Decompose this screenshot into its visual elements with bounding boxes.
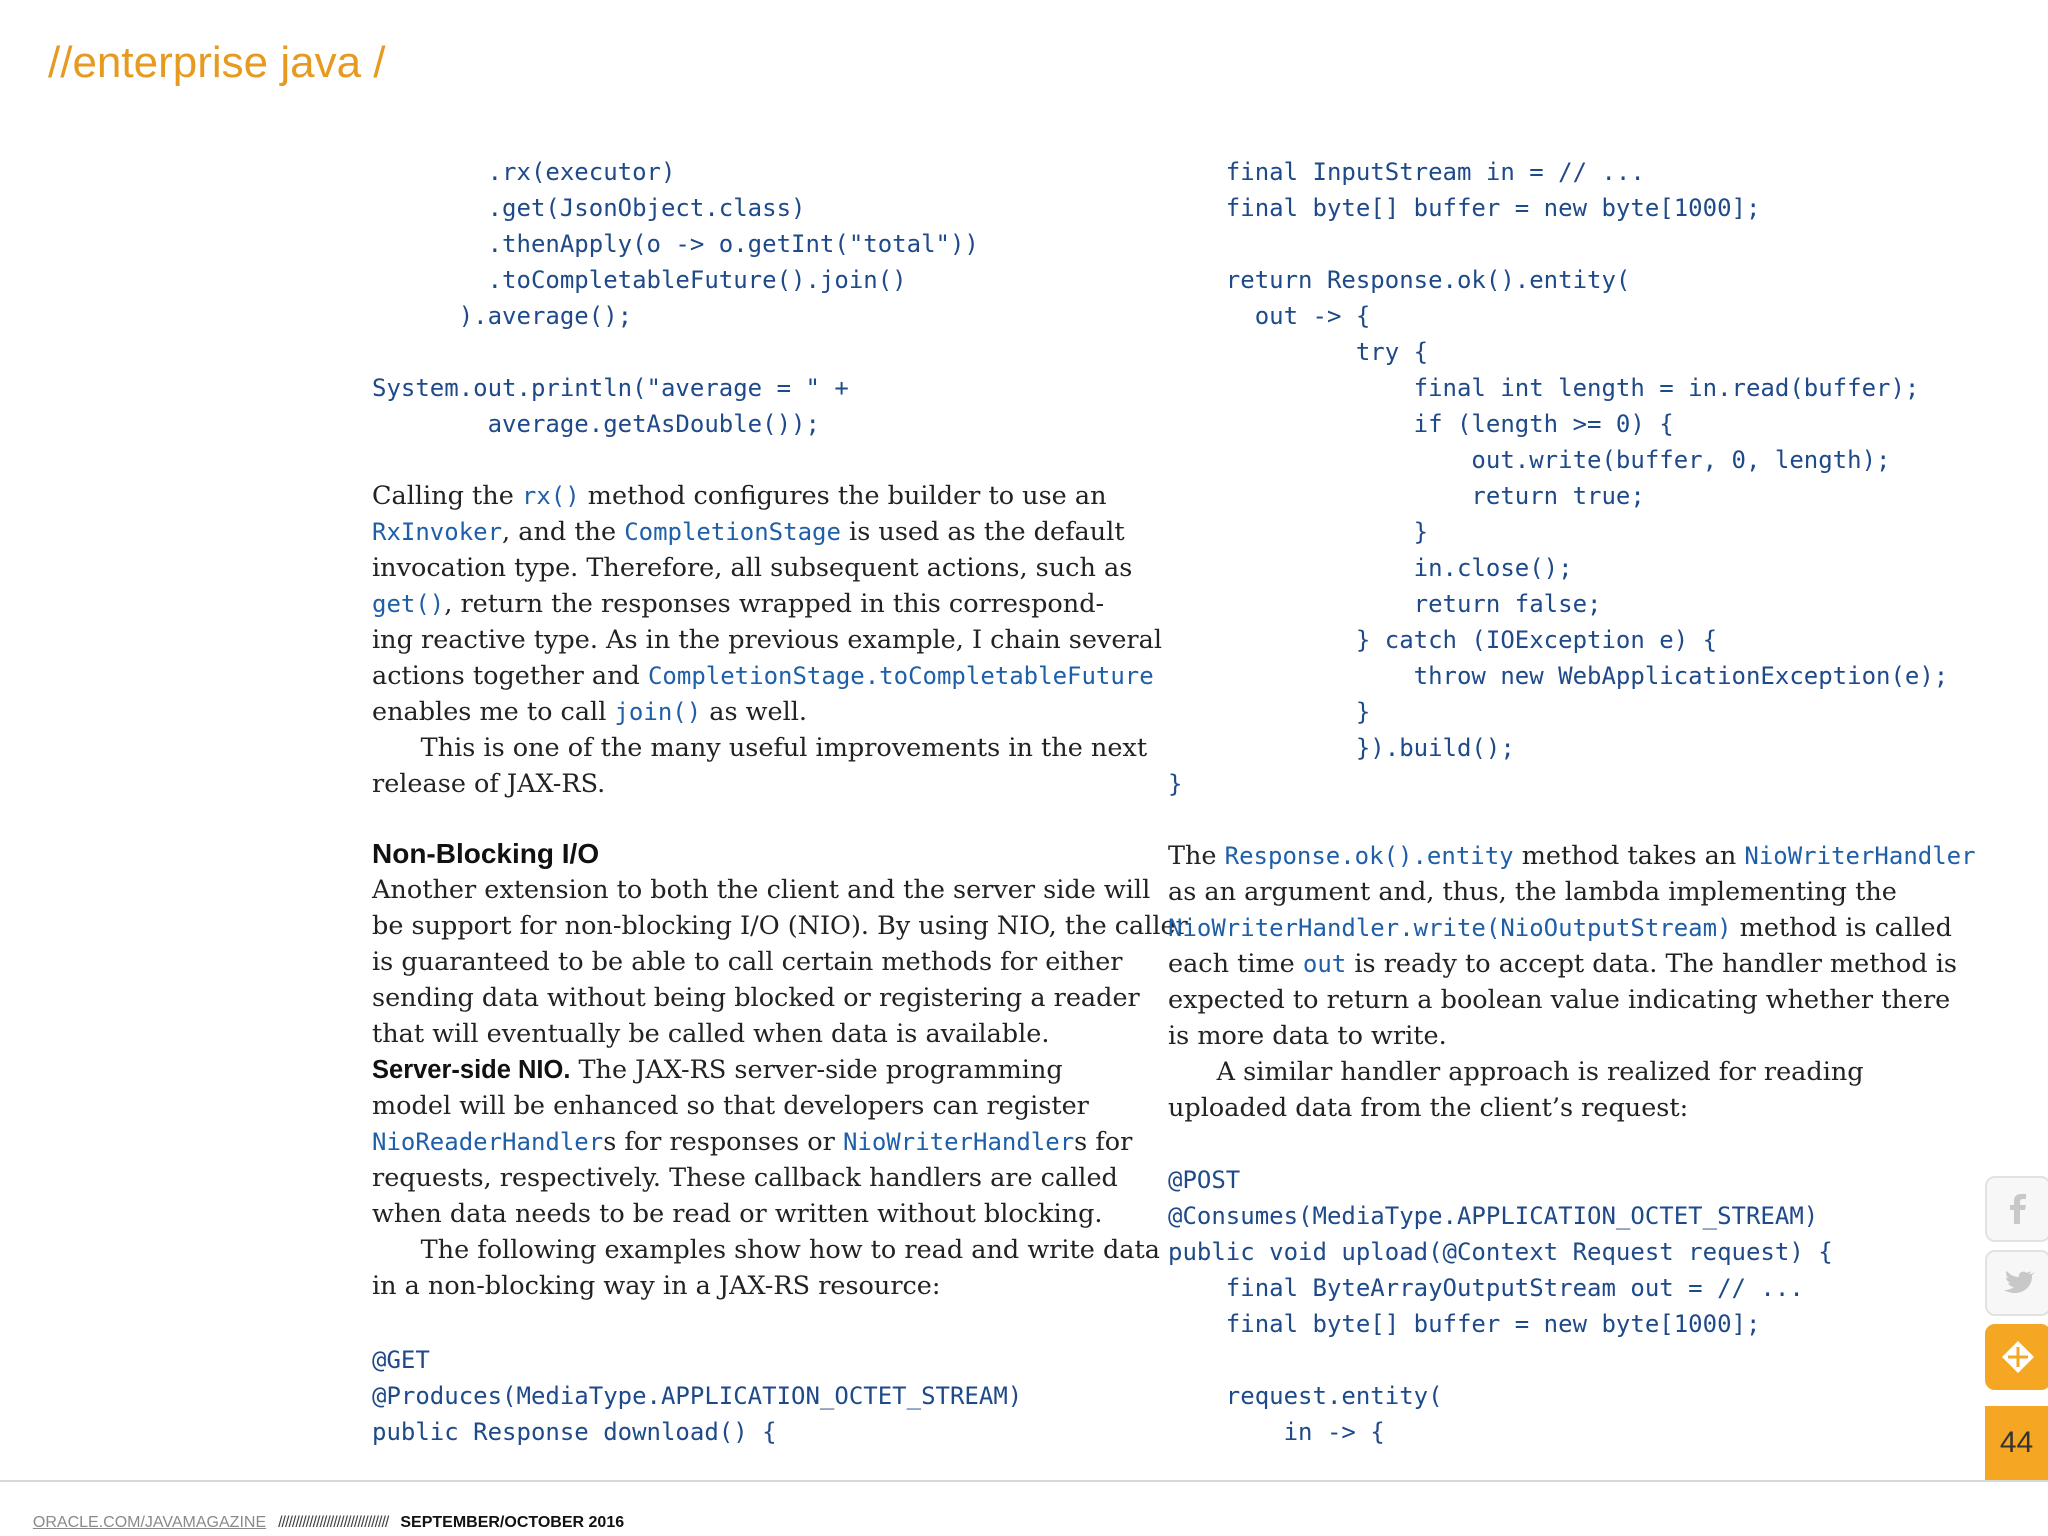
footer-issue: SEPTEMBER/OCTOBER 2016 — [400, 1514, 625, 1531]
text-line — [372, 622, 1162, 658]
facebook-share-button[interactable] — [1985, 1176, 2048, 1242]
text-run: s for — [1074, 1127, 1133, 1157]
inline-code: NioWriterHandler.write(NioOutputStream) — [1168, 914, 1732, 942]
code-line: in -> { — [1168, 1418, 1385, 1446]
text-line — [372, 1268, 940, 1304]
code-line: if (length >= 0) { — [1168, 410, 1674, 438]
text-line — [372, 1016, 1049, 1052]
code-line: } — [1168, 770, 1183, 798]
footer — [24, 1496, 624, 1532]
inline-code: NioWriterHandler — [842, 1128, 1075, 1156]
code-line: .toCompletableFuture().join() — [372, 266, 907, 294]
text-run: be support for non-blocking I/O (NIO). By using NIO, the caller — [372, 911, 1188, 941]
text-run: is guaranteed to be able to call certain methods for either — [372, 947, 1123, 977]
code-line: public void upload(@Context Request request) { — [1168, 1238, 1833, 1266]
twitter-icon — [1999, 1264, 2037, 1302]
code-line: final byte[] buffer = new byte[1000]; — [1168, 1310, 1761, 1338]
text-run: s for responses or — [603, 1127, 843, 1157]
text-line — [372, 1196, 1103, 1232]
text-line — [372, 1052, 1063, 1088]
code-line: out -> { — [1168, 302, 1371, 330]
code-line: request.entity( — [1168, 1382, 1443, 1410]
code-line: final ByteArrayOutputStream out = // ... — [1168, 1274, 1804, 1302]
code-line: } — [1168, 518, 1429, 546]
inline-code: RxInvoker — [372, 518, 503, 546]
inline-code: rx() — [521, 482, 580, 510]
text-run: method takes an — [1513, 841, 1745, 871]
code-line: .rx(executor) — [372, 158, 676, 186]
code-line: @Consumes(MediaType.APPLICATION_OCTET_STREAM) — [1168, 1202, 1819, 1230]
code-line: @POST — [1168, 1166, 1241, 1194]
text-run: , return the responses wrapped in this correspond- — [444, 589, 1105, 619]
text-line — [1168, 1018, 1447, 1054]
text-line — [372, 478, 1107, 514]
footer-site-link[interactable]: ORACLE.COM/JAVAMAGAZINE — [32, 1514, 267, 1531]
text-run: is used as the default — [840, 517, 1125, 547]
inline-code: join() — [614, 698, 702, 726]
text-run: expected to return a boolean value indicating whether there — [1168, 985, 1951, 1015]
text-run: actions together and — [372, 661, 648, 691]
text-line — [372, 658, 1154, 694]
inline-code: CompletionStage — [624, 518, 841, 546]
inline-code: NioWriterHandler — [1744, 842, 1976, 870]
code-line: System.out.println("average = " + — [372, 374, 849, 402]
section-header: //enterprise java / — [48, 38, 386, 87]
text-run: is more data to write. — [1168, 1021, 1447, 1051]
text-run: sending data without being blocked or registering a reader — [372, 983, 1140, 1013]
code-line: .get(JsonObject.class) — [372, 194, 806, 222]
facebook-icon — [1999, 1190, 2037, 1228]
inline-code: CompletionStage.toCompletableFuture — [647, 662, 1154, 690]
inline-code: NioReaderHandler — [372, 1128, 604, 1156]
code-line: } catch (IOException e) { — [1168, 626, 1718, 654]
text-line — [1168, 838, 1976, 874]
text-run: Another extension to both the client and the server side will — [372, 875, 1151, 905]
page-number: 44 — [1985, 1406, 2048, 1480]
section-heading: Non-Blocking I/O — [372, 838, 600, 869]
text-run: requests, respectively. These callback handlers are called — [372, 1163, 1118, 1193]
text-run: as an argument and, thus, the lambda implementing the — [1168, 877, 1897, 907]
text-run: ing reactive type. As in the previous example, I chain several — [372, 625, 1162, 655]
code-line: throw new WebApplicationException(e); — [1168, 662, 1949, 690]
code-line: public Response download() { — [372, 1418, 777, 1446]
code-line: .thenApply(o -> o.getInt("total")) — [372, 230, 979, 258]
text-run: The JAX-RS server-side programming — [570, 1055, 1063, 1085]
code-line: final byte[] buffer = new byte[1000]; — [1168, 194, 1761, 222]
text-run: method configures the builder to use an — [579, 481, 1107, 511]
inline-code: Response.ok().entity — [1224, 842, 1514, 870]
text-line — [372, 1232, 1160, 1268]
code-line: return true; — [1168, 482, 1645, 510]
inline-code: get() — [372, 590, 445, 618]
text-run: that will eventually be called when data is available. — [372, 1019, 1050, 1049]
text-run: enables me to call — [372, 697, 615, 727]
text-run: Calling the — [372, 481, 522, 511]
text-line — [372, 1124, 1132, 1160]
text-run: when data needs to be read or written without blocking. — [372, 1199, 1103, 1229]
text-line — [1168, 1090, 1688, 1126]
text-line — [372, 514, 1125, 550]
feedback-icon — [1999, 1338, 2037, 1376]
code-line: return Response.ok().entity( — [1168, 266, 1631, 294]
text-run: The — [1168, 841, 1225, 871]
text-line — [1168, 1054, 1864, 1090]
text-line — [1168, 982, 1950, 1018]
text-run: The following examples show how to read and write data — [372, 1235, 1160, 1265]
text-line — [372, 766, 605, 802]
text-line — [372, 1088, 1089, 1124]
text-run: model will be enhanced so that developers can register — [372, 1091, 1089, 1121]
text-run: uploaded data from the client’s request: — [1168, 1093, 1689, 1123]
code-line: out.write(buffer, 0, length); — [1168, 446, 1891, 474]
footer-divider — [0, 1480, 2048, 1482]
run-in-heading: Server-side NIO. — [372, 1056, 571, 1084]
text-line — [372, 730, 1147, 766]
text-line — [1168, 946, 1957, 982]
text-run: release of JAX-RS. — [372, 769, 606, 799]
feedback-button[interactable] — [1985, 1324, 2048, 1390]
code-line: final InputStream in = // ... — [1168, 158, 1645, 186]
code-line: return false; — [1168, 590, 1602, 618]
text-run: in a non-blocking way in a JAX-RS resource: — [372, 1271, 941, 1301]
text-line — [1168, 874, 1897, 910]
code-line: }).build(); — [1168, 734, 1515, 762]
text-line — [372, 1160, 1118, 1196]
code-line: in.close(); — [1168, 554, 1573, 582]
footer-slashes: //////////////////////////////// — [278, 1514, 389, 1531]
text-run: method is called — [1731, 913, 1952, 943]
twitter-share-button[interactable] — [1985, 1250, 2048, 1316]
code-line: @Produces(MediaType.APPLICATION_OCTET_STREAM) — [372, 1382, 1023, 1410]
text-line — [372, 944, 1122, 980]
code-line: final int length = in.read(buffer); — [1168, 374, 1920, 402]
text-line — [372, 908, 1188, 944]
code-line: try { — [1168, 338, 1429, 366]
text-line — [372, 586, 1104, 622]
code-line: @GET — [372, 1346, 430, 1374]
text-run: This is one of the many useful improvements in the next — [372, 733, 1148, 763]
text-line — [1168, 910, 1952, 946]
text-line — [372, 980, 1140, 1016]
code-line: } — [1168, 698, 1371, 726]
text-line — [372, 694, 807, 730]
text-run: , and the — [502, 517, 625, 547]
text-line — [372, 550, 1132, 586]
code-line: average.getAsDouble()); — [372, 410, 820, 438]
inline-code: out — [1302, 950, 1347, 978]
text-line — [372, 872, 1150, 908]
text-run: invocation type. Therefore, all subsequent actions, such as — [372, 553, 1133, 583]
text-run: each time — [1168, 949, 1303, 979]
text-run: is ready to accept data. The handler method is — [1346, 949, 1957, 979]
text-run: A similar handler approach is realized for reading — [1168, 1057, 1864, 1087]
text-run: as well. — [701, 697, 808, 727]
code-line: ).average(); — [372, 302, 633, 330]
